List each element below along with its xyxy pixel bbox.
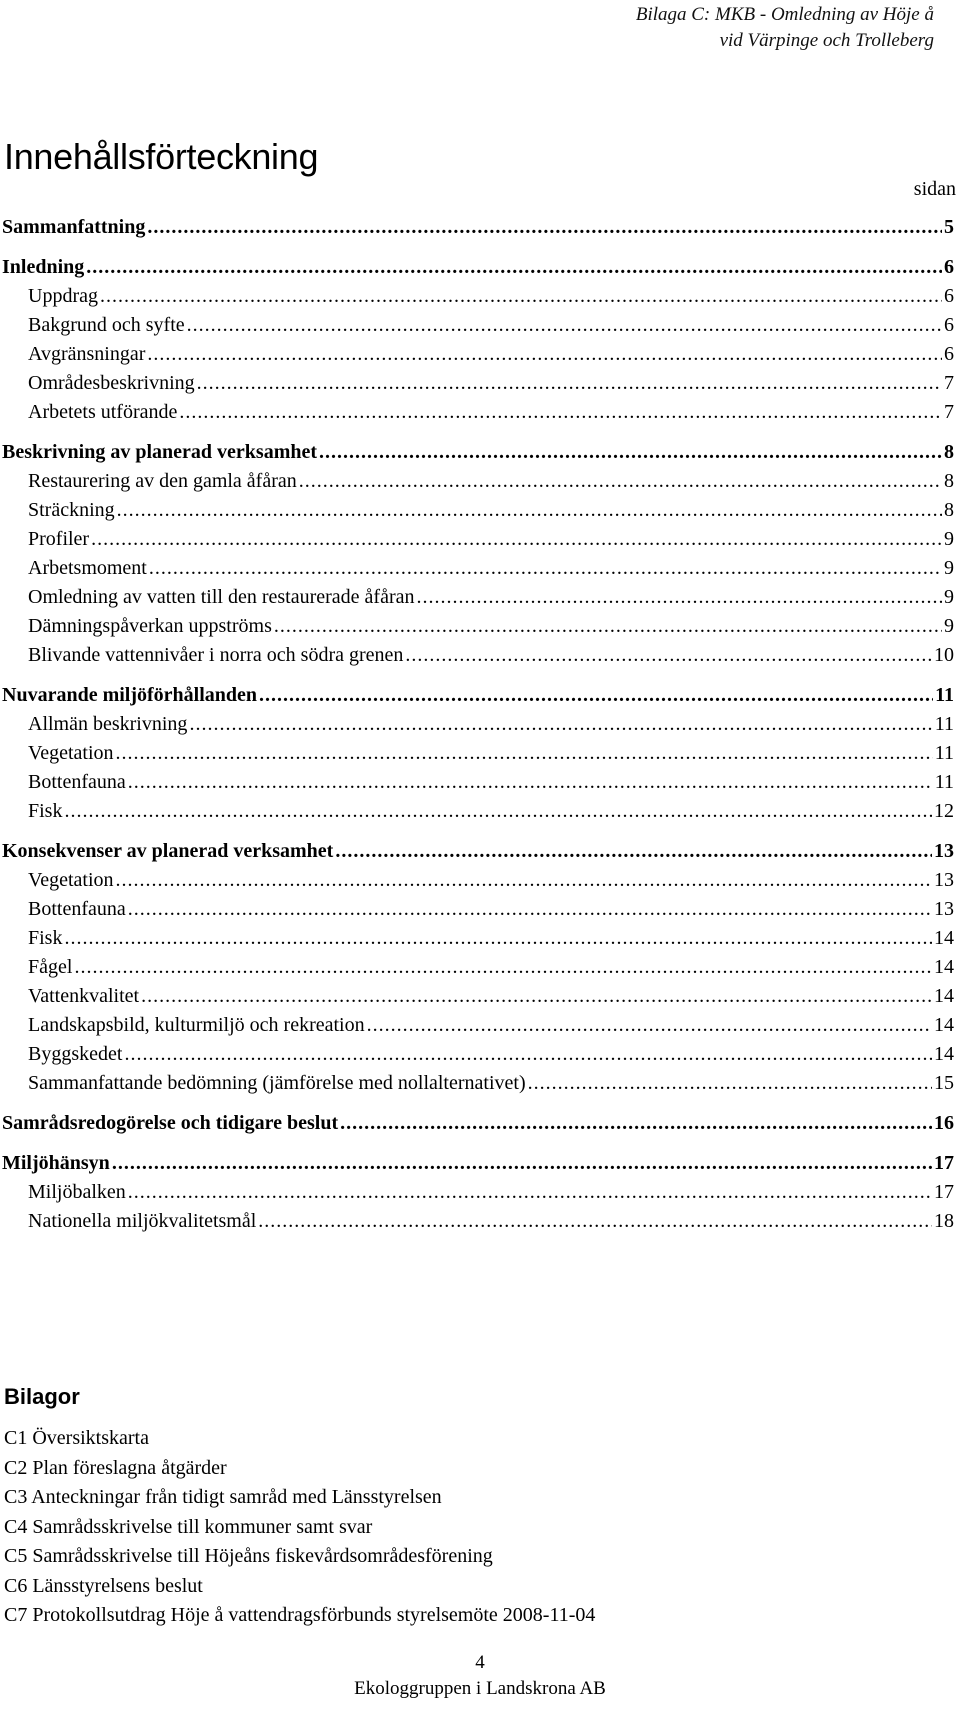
toc-entry-page: 8 (944, 499, 954, 521)
toc-section-entry[interactable] (0, 441, 960, 470)
toc-entry-label: Beskrivning av planerad verksamhet (2, 441, 318, 463)
toc-dot-leader (124, 1043, 932, 1066)
toc-entry-page: 18 (934, 1210, 954, 1232)
toc-entry-label: Miljöhänsyn (2, 1152, 110, 1174)
toc-entry-label: Fågel (28, 956, 73, 978)
appendix-item: C6 Länsstyrelsens beslut (4, 1574, 203, 1597)
toc-entry-label: Allmän beskrivning (28, 713, 188, 735)
toc-subsection-entry[interactable] (0, 372, 960, 401)
toc-entry-label: Uppdrag (28, 285, 98, 307)
toc-subsection-entry[interactable] (0, 1181, 960, 1210)
toc-entry-label: Inledning (2, 256, 85, 278)
page-title: Innehållsförteckning (4, 136, 319, 177)
toc-entry-label: Blivande vattennivåer i norra och södra grenen (28, 644, 404, 666)
toc-dot-leader (64, 800, 932, 823)
toc-subsection-entry[interactable] (0, 927, 960, 956)
toc-entry-page: 14 (934, 1014, 954, 1036)
toc-entry-page: 13 (934, 840, 954, 862)
toc-dot-leader (64, 927, 932, 950)
page-number: 4 (475, 1652, 485, 1673)
toc-entry-page: 14 (934, 985, 954, 1007)
toc-entry-label: Dämningspåverkan uppströms (28, 615, 272, 637)
toc-entry-label: Arbetets utförande (28, 401, 178, 423)
toc-entry-label: Samrådsredogörelse och tidigare beslut (2, 1112, 339, 1134)
toc-entry-page: 14 (934, 956, 954, 978)
toc-dot-leader (128, 898, 932, 921)
toc-entry-page: 6 (944, 256, 954, 278)
toc-subsection-entry[interactable] (0, 401, 960, 430)
toc-entry-page: 9 (944, 615, 954, 637)
toc-dot-leader (259, 684, 933, 707)
toc-dot-leader (319, 441, 942, 464)
toc-entry-label: Byggskedet (28, 1043, 123, 1065)
appendix-item: C1 Översiktskarta (4, 1427, 149, 1449)
toc-entry-page: 7 (944, 372, 954, 394)
toc-section-entry[interactable] (0, 684, 960, 713)
toc-entry-label: Fisk (28, 800, 63, 822)
appendix-item: C5 Samrådsskrivelse till Höjeåns fiskevårdsområdesförening (4, 1545, 493, 1567)
toc-dot-leader (197, 372, 942, 395)
toc-entry-page: 8 (944, 441, 954, 463)
toc-entry-page: 11 (934, 742, 954, 764)
toc-entry-label: Fisk (28, 927, 63, 949)
toc-entry-label: Avgränsningar (28, 343, 146, 365)
toc-entry-label: Sammanfattning (2, 216, 146, 238)
footer-company: Ekologgruppen i Landskrona AB (354, 1678, 606, 1699)
toc-subsection-entry[interactable] (0, 1210, 960, 1239)
toc-section-entry[interactable] (0, 1152, 960, 1181)
toc-dot-leader (86, 256, 942, 279)
toc-entry-page: 11 (934, 771, 954, 793)
toc-dot-leader (116, 742, 933, 765)
toc-dot-leader (128, 1181, 932, 1204)
toc-dot-leader (335, 840, 932, 863)
toc-subsection-entry[interactable] (0, 742, 960, 771)
toc-subsection-entry[interactable] (0, 499, 960, 528)
toc-entry-page: 9 (944, 557, 954, 579)
toc-dot-leader (258, 1210, 932, 1233)
toc-entry-label: Profiler (28, 528, 90, 550)
toc-subsection-entry[interactable] (0, 470, 960, 499)
running-header (636, 2, 934, 54)
toc-entry-page: 15 (934, 1072, 954, 1094)
toc-entry-page: 13 (934, 898, 954, 920)
toc-section-entry[interactable] (0, 216, 960, 245)
toc-subsection-entry[interactable] (0, 713, 960, 742)
toc-dot-leader (147, 343, 942, 366)
appendices-title: Bilagor (4, 1384, 80, 1409)
page-footer (0, 1650, 960, 1702)
toc-dot-leader (128, 771, 933, 794)
toc-entry-label: Sammanfattande bedömning (jämförelse med nollalternativet) (28, 1072, 526, 1094)
toc-dot-leader (274, 615, 942, 638)
toc-entry-label: Miljöbalken (28, 1181, 126, 1203)
page-column-label: sidan (913, 178, 956, 200)
toc-subsection-entry[interactable] (0, 285, 960, 314)
toc-dot-leader (141, 985, 932, 1008)
toc-entry-page: 6 (944, 285, 954, 307)
toc-dot-leader (100, 285, 942, 308)
toc-section-entry[interactable] (0, 256, 960, 285)
toc-dot-leader (91, 528, 942, 551)
header-line-2: vid Värpinge och Trolleberg (719, 30, 934, 51)
toc-dot-leader (417, 586, 943, 609)
toc-subsection-entry[interactable] (0, 1014, 960, 1043)
toc-entry-label: Landskapsbild, kulturmiljö och rekreation (28, 1014, 365, 1036)
toc-subsection-entry[interactable] (0, 644, 960, 673)
toc-entry-label: Konsekvenser av planerad verksamhet (2, 840, 334, 862)
toc-subsection-entry[interactable] (0, 343, 960, 372)
toc-subsection-entry[interactable] (0, 869, 960, 898)
toc-entry-page: 9 (944, 586, 954, 608)
toc-dot-leader (179, 401, 942, 424)
toc-dot-leader (189, 713, 932, 736)
toc-entry-label: Sträckning (28, 499, 115, 521)
toc-entry-page: 17 (934, 1152, 954, 1174)
toc-entry-page: 10 (934, 644, 954, 666)
toc-subsection-entry[interactable] (0, 771, 960, 800)
toc-dot-leader (149, 557, 942, 580)
toc-entry-label: Bakgrund och syfte (28, 314, 185, 336)
appendix-item: C3 Anteckningar från tidigt samråd med Länsstyrelsen (4, 1486, 442, 1508)
toc-entry-page: 12 (934, 800, 954, 822)
toc-subsection-entry[interactable] (0, 1072, 960, 1101)
toc-entry-label: Bottenfauna (28, 771, 126, 793)
appendix-item: C7 Protokollsutdrag Höje å vattendragsförbunds styrelsemöte 2008-11-04 (4, 1604, 596, 1626)
toc-entry-label: Områdesbeskrivning (28, 372, 195, 394)
toc-subsection-entry[interactable] (0, 985, 960, 1014)
toc-entry-label: Vattenkvalitet (28, 985, 140, 1007)
toc-subsection-entry[interactable] (0, 314, 960, 343)
toc-entry-label: Restaurering av den gamla åfåran (28, 470, 297, 492)
toc-subsection-entry[interactable] (0, 586, 960, 615)
appendices-list (4, 1424, 595, 1631)
toc-entry-page: 11 (935, 684, 954, 706)
toc-dot-leader (147, 216, 942, 239)
toc-entry-page: 6 (944, 343, 954, 365)
toc-entry-label: Vegetation (28, 742, 114, 764)
header-line-1: Bilaga C: MKB - Omledning av Höje å (635, 4, 934, 25)
appendix-item: C4 Samrådsskrivelse till kommuner samt svar (4, 1515, 373, 1538)
toc-entry-label: Arbetsmoment (28, 557, 147, 579)
toc-entry-label: Vegetation (28, 869, 114, 891)
toc-entry-page: 14 (934, 1043, 954, 1065)
toc-subsection-entry[interactable] (0, 898, 960, 927)
toc-entry-page: 14 (934, 927, 954, 949)
toc-dot-leader (405, 644, 932, 667)
toc-dot-leader (116, 869, 932, 892)
toc-subsection-entry[interactable] (0, 800, 960, 829)
toc-subsection-entry[interactable] (0, 557, 960, 586)
toc-dot-leader (528, 1072, 932, 1095)
toc-subsection-entry[interactable] (0, 1043, 960, 1072)
toc-subsection-entry[interactable] (0, 528, 960, 557)
toc-dot-leader (117, 499, 942, 522)
toc-entry-page: 8 (944, 470, 954, 492)
toc-entry-page: 11 (934, 713, 954, 735)
toc-entry-page: 6 (944, 314, 954, 336)
toc-dot-leader (74, 956, 932, 979)
toc-dot-leader (340, 1112, 932, 1135)
toc-entry-label: Nationella miljökvalitetsmål (28, 1210, 257, 1232)
toc-entry-page: 17 (934, 1181, 954, 1203)
toc-dot-leader (187, 314, 942, 337)
toc-dot-leader (367, 1014, 932, 1037)
toc-subsection-entry[interactable] (0, 615, 960, 644)
toc-entry-page: 16 (934, 1112, 954, 1134)
toc-entry-page: 13 (934, 869, 954, 891)
toc-subsection-entry[interactable] (0, 956, 960, 985)
toc-section-entry[interactable] (0, 1112, 960, 1141)
appendix-item: C2 Plan föreslagna åtgärder (4, 1456, 227, 1479)
toc-entry-page: 5 (944, 216, 954, 238)
toc-section-entry[interactable] (0, 840, 960, 869)
toc-entry-label: Nuvarande miljöförhållanden (2, 684, 258, 706)
toc-entry-page: 9 (944, 528, 954, 550)
toc-entry-page: 7 (944, 401, 954, 423)
toc-entry-label: Bottenfauna (28, 898, 126, 920)
toc-entry-label: Omledning av vatten till den restaurerade åfåran (28, 586, 415, 608)
toc-dot-leader (112, 1152, 932, 1175)
table-of-contents (0, 216, 960, 1239)
toc-dot-leader (299, 470, 942, 493)
